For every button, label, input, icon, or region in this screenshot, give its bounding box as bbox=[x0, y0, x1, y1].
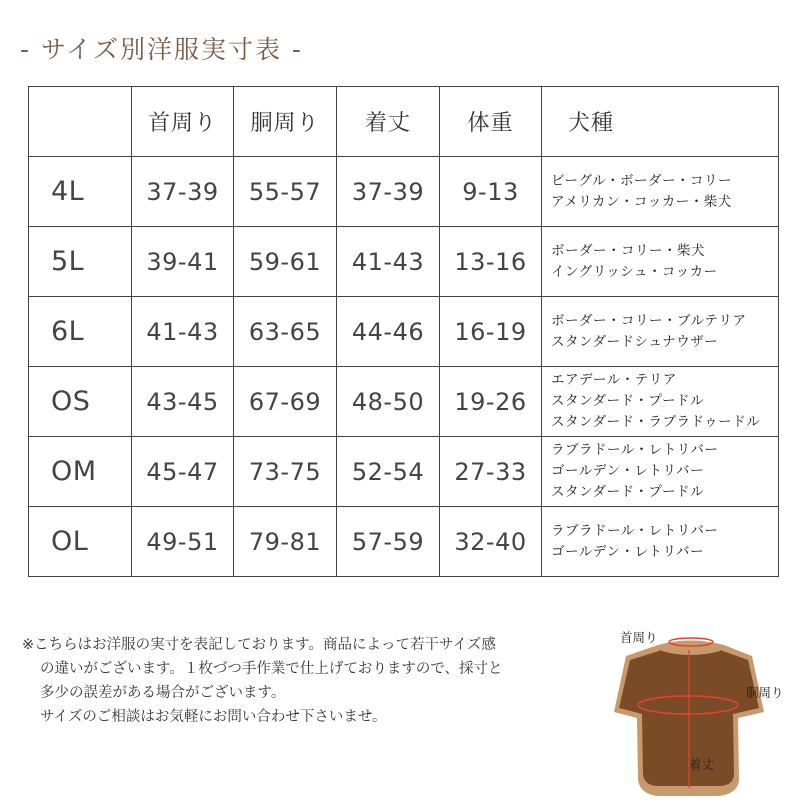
page-title: - サイズ別洋服実寸表 - bbox=[20, 35, 303, 64]
breed-cell bbox=[542, 507, 779, 577]
table-body bbox=[29, 157, 779, 577]
neck-cell: 41-43 bbox=[132, 297, 234, 367]
chest-cell: 73-75 bbox=[234, 437, 337, 507]
length-cell: 52-54 bbox=[337, 437, 440, 507]
size-cell: 4L bbox=[29, 157, 132, 227]
breed-cell bbox=[542, 227, 779, 297]
breed-line: スタンダード・プードル bbox=[551, 393, 705, 409]
neck-cell: 37-39 bbox=[132, 157, 234, 227]
weight-cell: 9-13 bbox=[440, 157, 542, 227]
header-neck: 首周り bbox=[132, 87, 234, 157]
breed-line: エアデール・テリア bbox=[551, 372, 677, 388]
breed-line: アメリカン・コッカー・柴犬 bbox=[551, 193, 732, 210]
breed-line: スタンダードシュナウザー bbox=[551, 333, 719, 350]
table-row bbox=[29, 507, 779, 577]
length-cell: 37-39 bbox=[337, 157, 440, 227]
weight-cell: 19-26 bbox=[440, 367, 542, 437]
breed-line: ラブラドール・レトリバー bbox=[551, 522, 719, 539]
breed-line: ビーグル・ボーダー・コリー bbox=[551, 172, 733, 189]
header-size bbox=[29, 87, 132, 157]
chest-cell: 67-69 bbox=[234, 367, 337, 437]
breed-line: ゴールデン・レトリバー bbox=[551, 463, 705, 479]
breed-line: スタンダード・プードル bbox=[551, 484, 705, 500]
breed-line: ゴールデン・レトリバー bbox=[551, 543, 705, 560]
chest-cell: 63-65 bbox=[234, 297, 337, 367]
breed-line: ラブラドール・レトリバー bbox=[551, 442, 719, 458]
chest-cell: 55-57 bbox=[234, 157, 337, 227]
header-weight: 体重 bbox=[440, 87, 542, 157]
header-breed: 犬種 bbox=[542, 87, 779, 157]
note-line: サイズのご相談はお気軽にお問い合わせ下さいませ。 bbox=[40, 709, 387, 725]
size-cell: OM bbox=[29, 437, 132, 507]
breed-line: スタンダード・ラブラドゥードル bbox=[551, 414, 761, 430]
table-row bbox=[29, 157, 779, 227]
neck-cell: 39-41 bbox=[132, 227, 234, 297]
diagram-label-chest: 胴周り bbox=[746, 685, 784, 700]
table-header-row bbox=[29, 87, 779, 157]
neck-cell: 43-45 bbox=[132, 367, 234, 437]
length-cell: 57-59 bbox=[337, 507, 440, 577]
size-note bbox=[22, 633, 602, 729]
dog-shirt-illustration bbox=[600, 620, 800, 800]
chest-cell: 59-61 bbox=[234, 227, 337, 297]
measurement-diagram bbox=[600, 620, 800, 800]
size-cell: OS bbox=[29, 367, 132, 437]
weight-cell: 32-40 bbox=[440, 507, 542, 577]
breed-line: イングリッシュ・コッカー bbox=[551, 263, 718, 280]
table-row bbox=[29, 297, 779, 367]
note-line: ※こちらはお洋服の実寸を表記しております。商品によって若干サイズ感 bbox=[22, 637, 496, 653]
length-cell: 41-43 bbox=[337, 227, 440, 297]
diagram-label-neck: 首周り bbox=[620, 630, 658, 645]
breed-cell bbox=[542, 367, 779, 437]
size-cell: OL bbox=[29, 507, 132, 577]
neck-cell: 45-47 bbox=[132, 437, 234, 507]
breed-cell bbox=[542, 297, 779, 367]
note-line: の違いがございます。１枚づつ手作業で仕上げておりますので、採寸と bbox=[40, 661, 503, 677]
table-row bbox=[29, 227, 779, 297]
length-cell: 44-46 bbox=[337, 297, 440, 367]
table-row bbox=[29, 437, 779, 507]
weight-cell: 27-33 bbox=[440, 437, 542, 507]
weight-cell: 16-19 bbox=[440, 297, 542, 367]
neck-cell: 49-51 bbox=[132, 507, 234, 577]
note-line: 多少の誤差がある場合がございます。 bbox=[40, 685, 286, 701]
size-cell: 5L bbox=[29, 227, 132, 297]
breed-line: ボーダー・コリー・柴犬 bbox=[551, 242, 705, 259]
header-chest: 胴周り bbox=[234, 87, 337, 157]
diagram-label-length: 着丈 bbox=[689, 757, 715, 772]
weight-cell: 13-16 bbox=[440, 227, 542, 297]
breed-cell bbox=[542, 157, 779, 227]
size-cell: 6L bbox=[29, 297, 132, 367]
size-table bbox=[28, 86, 779, 577]
length-cell: 48-50 bbox=[337, 367, 440, 437]
breed-line: ボーダー・コリー・ブルテリア bbox=[551, 312, 747, 329]
chest-cell: 79-81 bbox=[234, 507, 337, 577]
table-row bbox=[29, 367, 779, 437]
breed-cell bbox=[542, 437, 779, 507]
header-length: 着丈 bbox=[337, 87, 440, 157]
